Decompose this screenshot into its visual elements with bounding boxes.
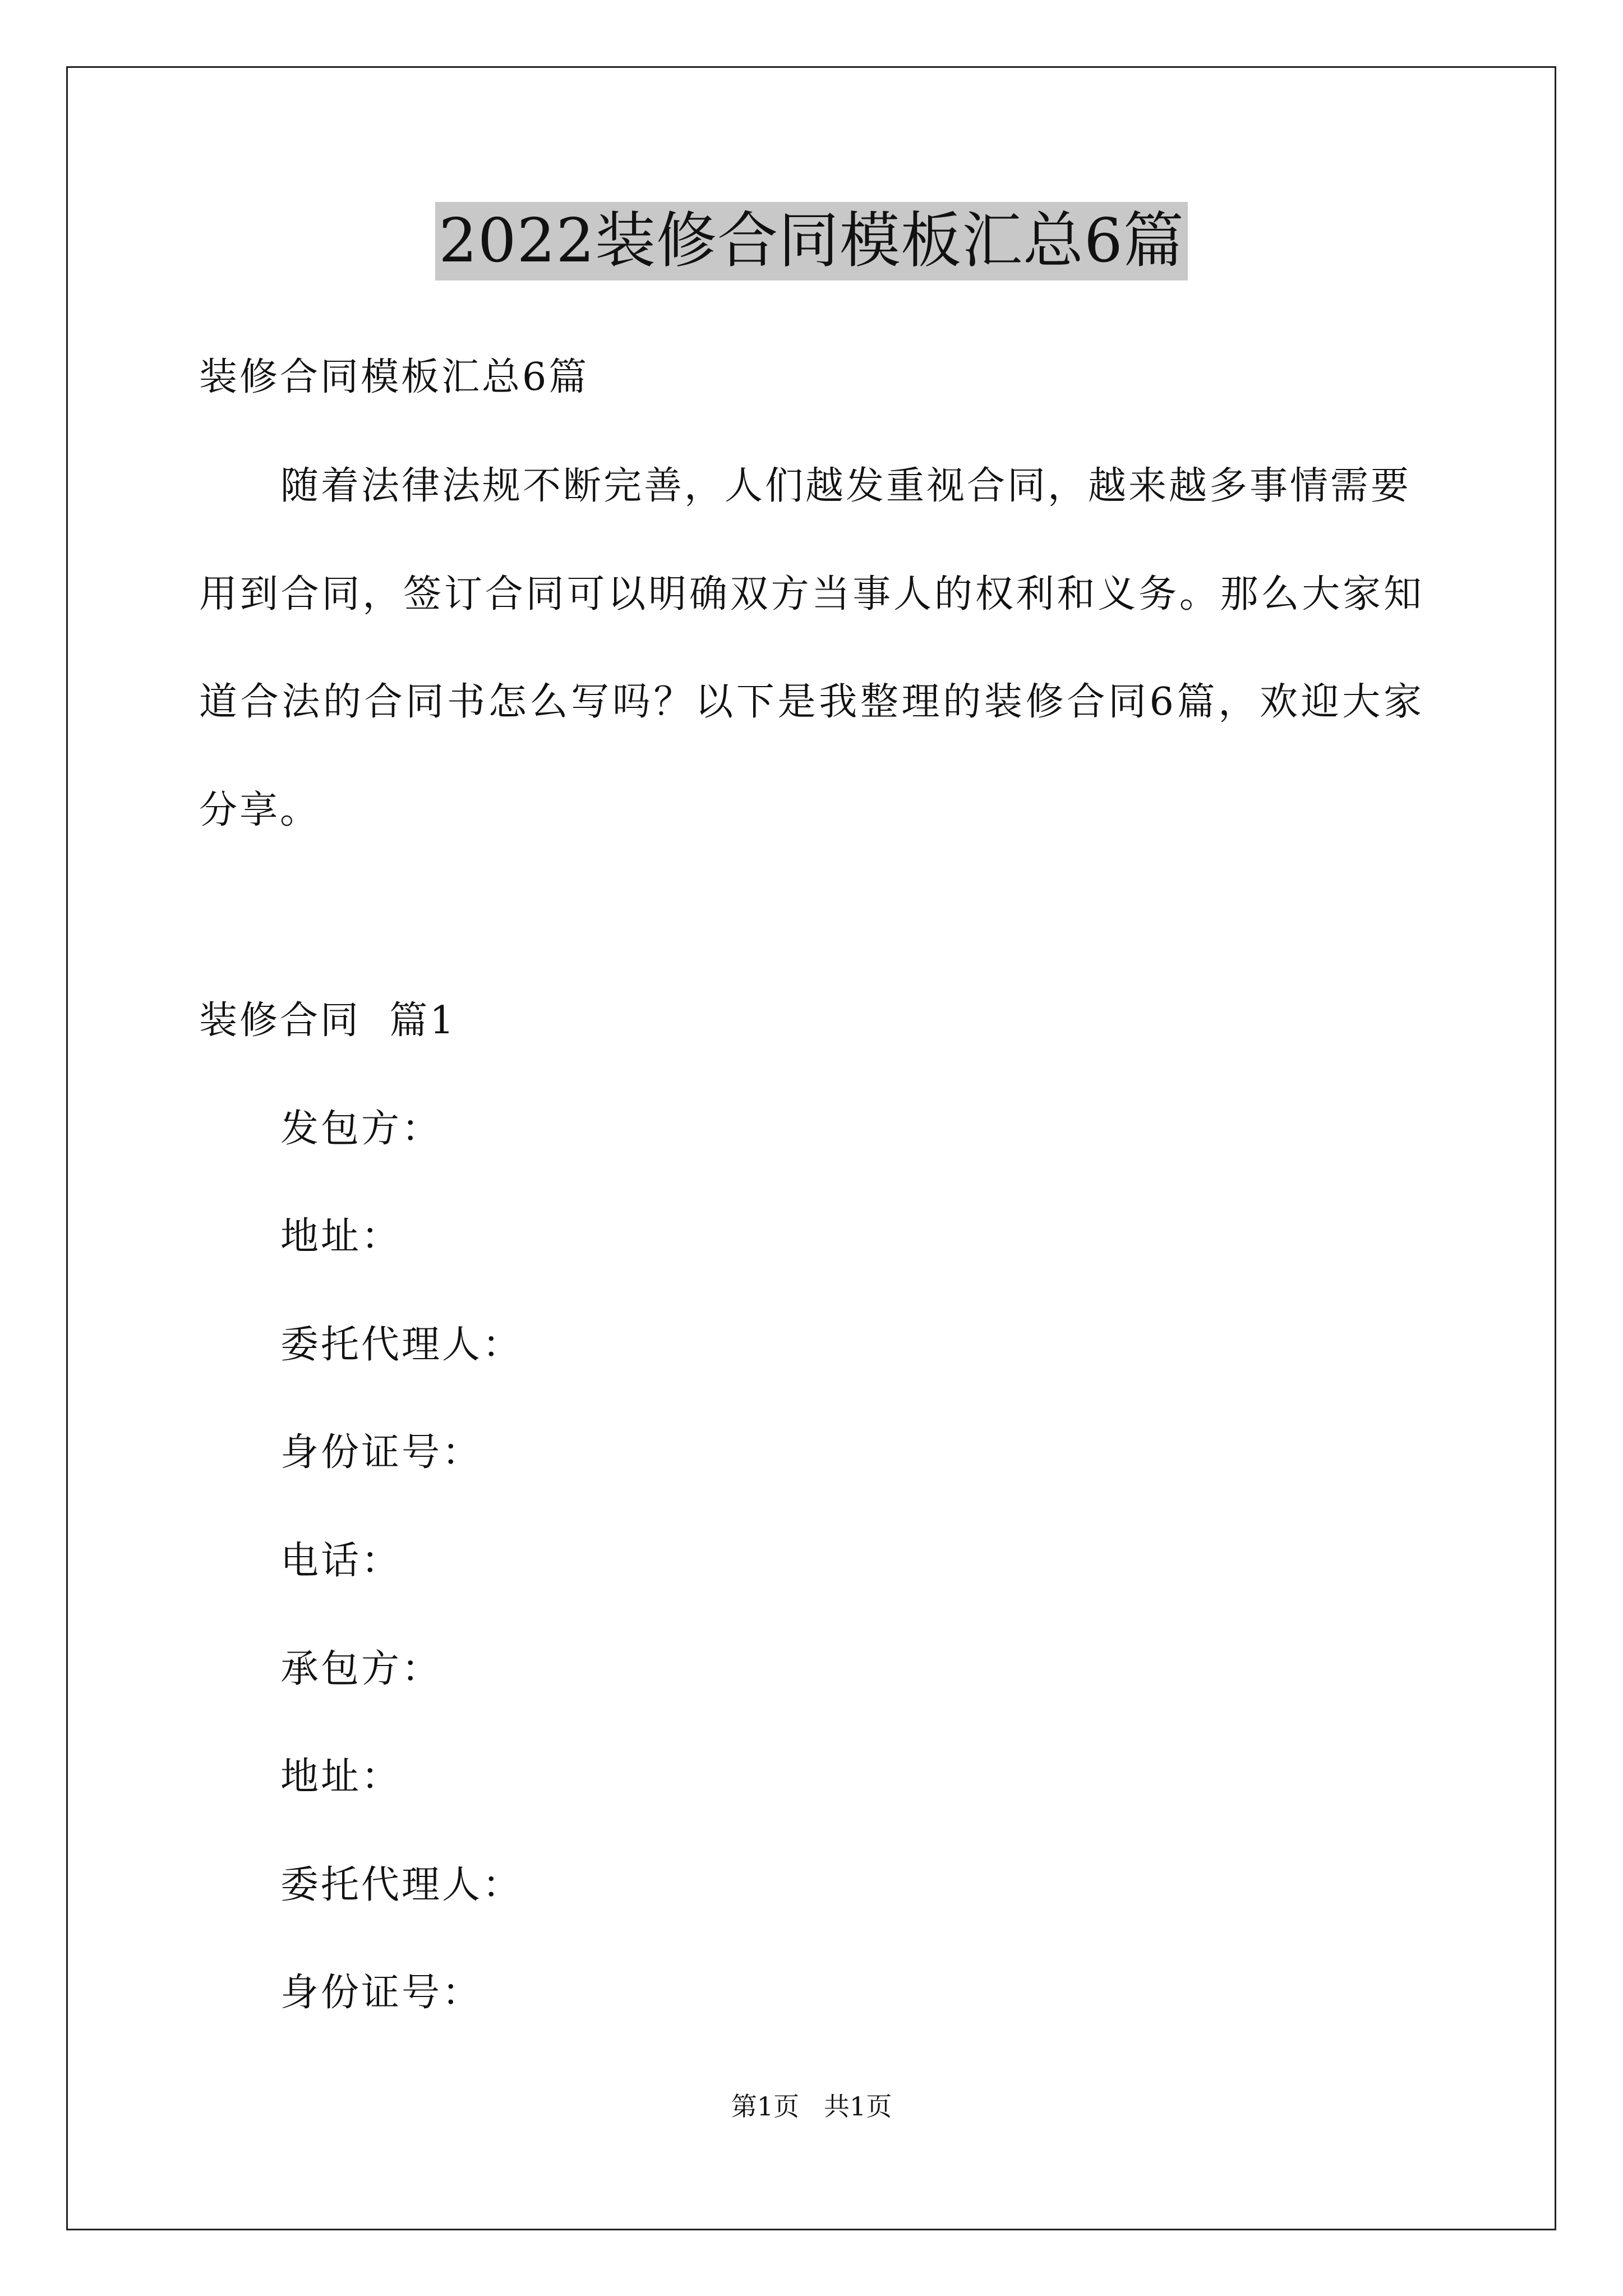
field-label: 地址： <box>280 1755 402 1799</box>
intro-line-4: 分享。 <box>199 788 321 832</box>
page-footer: 第1页 共1页 <box>731 2091 892 2122</box>
field-label: 地址： <box>280 1214 402 1259</box>
intro-line-3: 道合法的合同书怎么写吗？以下是我整理的装修合同6篇，欢迎大家 <box>199 680 1422 724</box>
title-block <box>0 202 1623 280</box>
field-label: 发包方： <box>280 1107 442 1151</box>
section-heading: 装修合同 篇1 <box>199 999 457 1043</box>
field-label: 承包方： <box>280 1647 442 1691</box>
field-label: 身份证号： <box>280 1430 483 1475</box>
intro-line-2: 用到合同，签订合同可以明确双方当事人的权利和义务。那么大家知 <box>199 572 1422 616</box>
document-title: 2022装修合同模板汇总6篇 <box>435 202 1188 280</box>
intro-line-1: 随着法律法规不断完善，人们越发重视合同，越来越多事情需要 <box>280 464 1412 508</box>
field-label: 委托代理人： <box>280 1863 523 1907</box>
field-label: 委托代理人： <box>280 1323 523 1367</box>
field-label: 身份证号： <box>280 1971 483 2015</box>
document-subtitle: 装修合同模板汇总6篇 <box>199 355 589 399</box>
field-label: 电话： <box>280 1539 402 1583</box>
